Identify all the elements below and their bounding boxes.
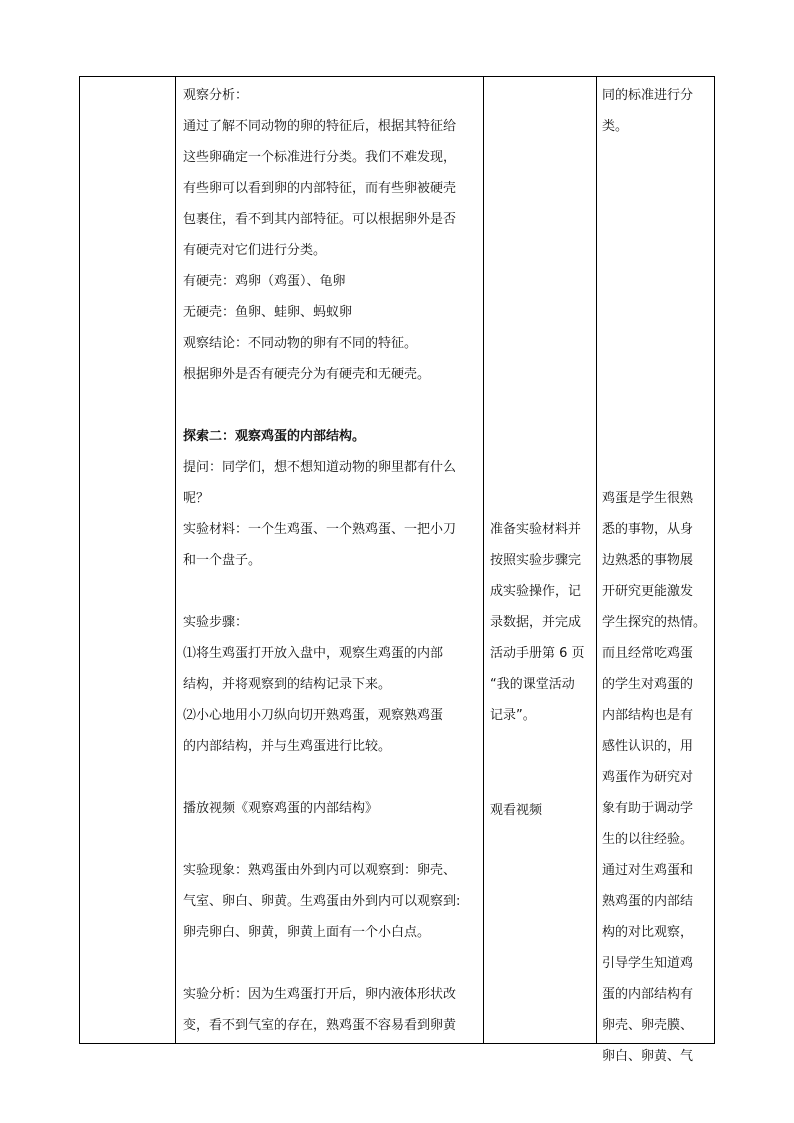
text-line: 和一个盘子。 xyxy=(183,553,262,568)
blank-line xyxy=(602,359,712,390)
text-line: 通过了解不同动物的卵的特征后，根据其特征给 xyxy=(183,119,457,134)
text-line: 的学生对鸡蛋的 xyxy=(602,677,694,692)
text-line: 观看视频 xyxy=(490,803,543,818)
text-line: 通过对生鸡蛋和 xyxy=(602,863,694,878)
blank-line xyxy=(602,204,712,235)
text-line: 观察分析： xyxy=(183,88,249,103)
text-line: 录数据，并完成 xyxy=(490,615,582,630)
text-line: 边熟悉的事物展 xyxy=(602,553,694,568)
text-line: ⑵小心地用小刀纵向切开熟鸡蛋，观察熟鸡蛋 xyxy=(183,708,444,723)
text-line: 变，看不到气室的存在，熟鸡蛋不容易看到卵黄 xyxy=(183,1018,457,1033)
text-line: 象有助于调动学 xyxy=(602,801,694,816)
text-line: 有些卵可以看到卵的内部特征，而有些卵被硬壳 xyxy=(183,181,457,196)
text-line: 学生探究的热情。 xyxy=(602,615,707,630)
text-line: 而且经常吃鸡蛋 xyxy=(602,646,694,661)
blank-line xyxy=(183,762,483,793)
text-line: 结构，并将观察到的结构记录下来。 xyxy=(183,677,392,692)
blank-line xyxy=(602,142,712,173)
text-line: 观察结论：不同动物的卵有不同的特征。 xyxy=(183,336,418,351)
blank-line xyxy=(183,390,483,421)
text-line: 实验步骤： xyxy=(183,615,249,630)
blank-line xyxy=(183,576,483,607)
text-line: 类。 xyxy=(602,119,629,134)
text-line: ⑴将生鸡蛋打开放入盘中，观察生鸡蛋的内部 xyxy=(183,646,444,661)
blank-line xyxy=(602,173,712,204)
student-activity-experiment xyxy=(490,514,592,731)
text-line: 引导学生知道鸡 xyxy=(602,956,694,971)
column-divider-3 xyxy=(596,77,597,1043)
text-line: 按照实验步骤完 xyxy=(490,553,582,568)
teacher-activity-column xyxy=(183,80,483,1041)
text-line: 感性认识的，用 xyxy=(602,739,694,754)
blank-line xyxy=(602,297,712,328)
text-line: 有硬壳对它们进行分类。 xyxy=(183,243,327,258)
blank-line xyxy=(602,266,712,297)
column-divider-2 xyxy=(483,77,484,1043)
text-line: 鸡蛋作为研究对 xyxy=(602,770,694,785)
text-line: 的内部结构，并与生鸡蛋进行比较。 xyxy=(183,739,392,754)
text-line: 包裹住，看不到其内部特征。可以根据卵外是否 xyxy=(183,212,457,227)
student-activity-video xyxy=(490,795,592,826)
text-line: 实验分析：因为生鸡蛋打开后，卵内液体形状改 xyxy=(183,987,457,1002)
text-line: 成实验操作，记 xyxy=(490,584,582,599)
text-line: 同的标准进行分 xyxy=(602,88,694,103)
text-line: 这些卵确定一个标准进行分类。我们不难发现， xyxy=(183,150,457,165)
blank-line xyxy=(183,948,483,979)
text-line: 内部结构也是有 xyxy=(602,708,694,723)
blank-line xyxy=(183,824,483,855)
text-line: 熟鸡蛋的内部结 xyxy=(602,894,694,909)
text-line: 生的以往经验。 xyxy=(602,832,694,847)
design-intent-column xyxy=(602,80,712,1072)
text-line: 卵白、卵黄、气 xyxy=(602,1049,694,1064)
blank-line xyxy=(602,235,712,266)
blank-line xyxy=(602,452,712,483)
text-line: 准备实验材料并 xyxy=(490,522,582,537)
blank-line xyxy=(602,328,712,359)
text-line: 记录”。 xyxy=(490,708,536,723)
text-line: 活动手册第 6 页 xyxy=(490,646,585,661)
text-line: 构的对比观察， xyxy=(602,925,694,940)
text-line: 无硬壳：鱼卵、蛙卵、蚂蚁卵 xyxy=(183,305,353,320)
text-line: 提问：同学们，想不想知道动物的卵里都有什么 xyxy=(183,460,457,475)
lesson-table xyxy=(79,76,715,1064)
text-line: 鸡蛋是学生很熟 xyxy=(602,491,694,506)
text-line: 播放视频《观察鸡蛋的内部结构》 xyxy=(183,801,379,816)
text-line: 卵壳卵白、卵黄，卵黄上面有一个小白点。 xyxy=(183,925,431,940)
text-line: 悉的事物，从身 xyxy=(602,522,694,537)
column-divider-1 xyxy=(175,77,176,1043)
text-line: 蛋的内部结构有 xyxy=(602,987,694,1002)
text-line: 卵壳、卵壳膜、 xyxy=(602,1018,694,1033)
text-line: 实验材料：一个生鸡蛋、一个熟鸡蛋、一把小刀 xyxy=(183,522,457,537)
blank-line xyxy=(602,390,712,421)
text-line: 探索二：观察鸡蛋的内部结构。 xyxy=(183,429,366,444)
text-line: 实验现象：熟鸡蛋由外到内可以观察到：卵壳、 xyxy=(183,863,457,878)
text-line: 呢？ xyxy=(183,491,210,506)
text-line: 开研究更能激发 xyxy=(602,584,694,599)
text-line: “我的课堂活动 xyxy=(490,677,575,692)
text-line: 根据卵外是否有硬壳分为有硬壳和无硬壳。 xyxy=(183,367,431,382)
text-line: 气室、卵白、卵黄。生鸡蛋由外到内可以观察到: xyxy=(183,894,461,909)
text-line: 有硬壳：鸡卵（鸡蛋）、龟卵 xyxy=(183,274,346,289)
blank-line xyxy=(602,421,712,452)
